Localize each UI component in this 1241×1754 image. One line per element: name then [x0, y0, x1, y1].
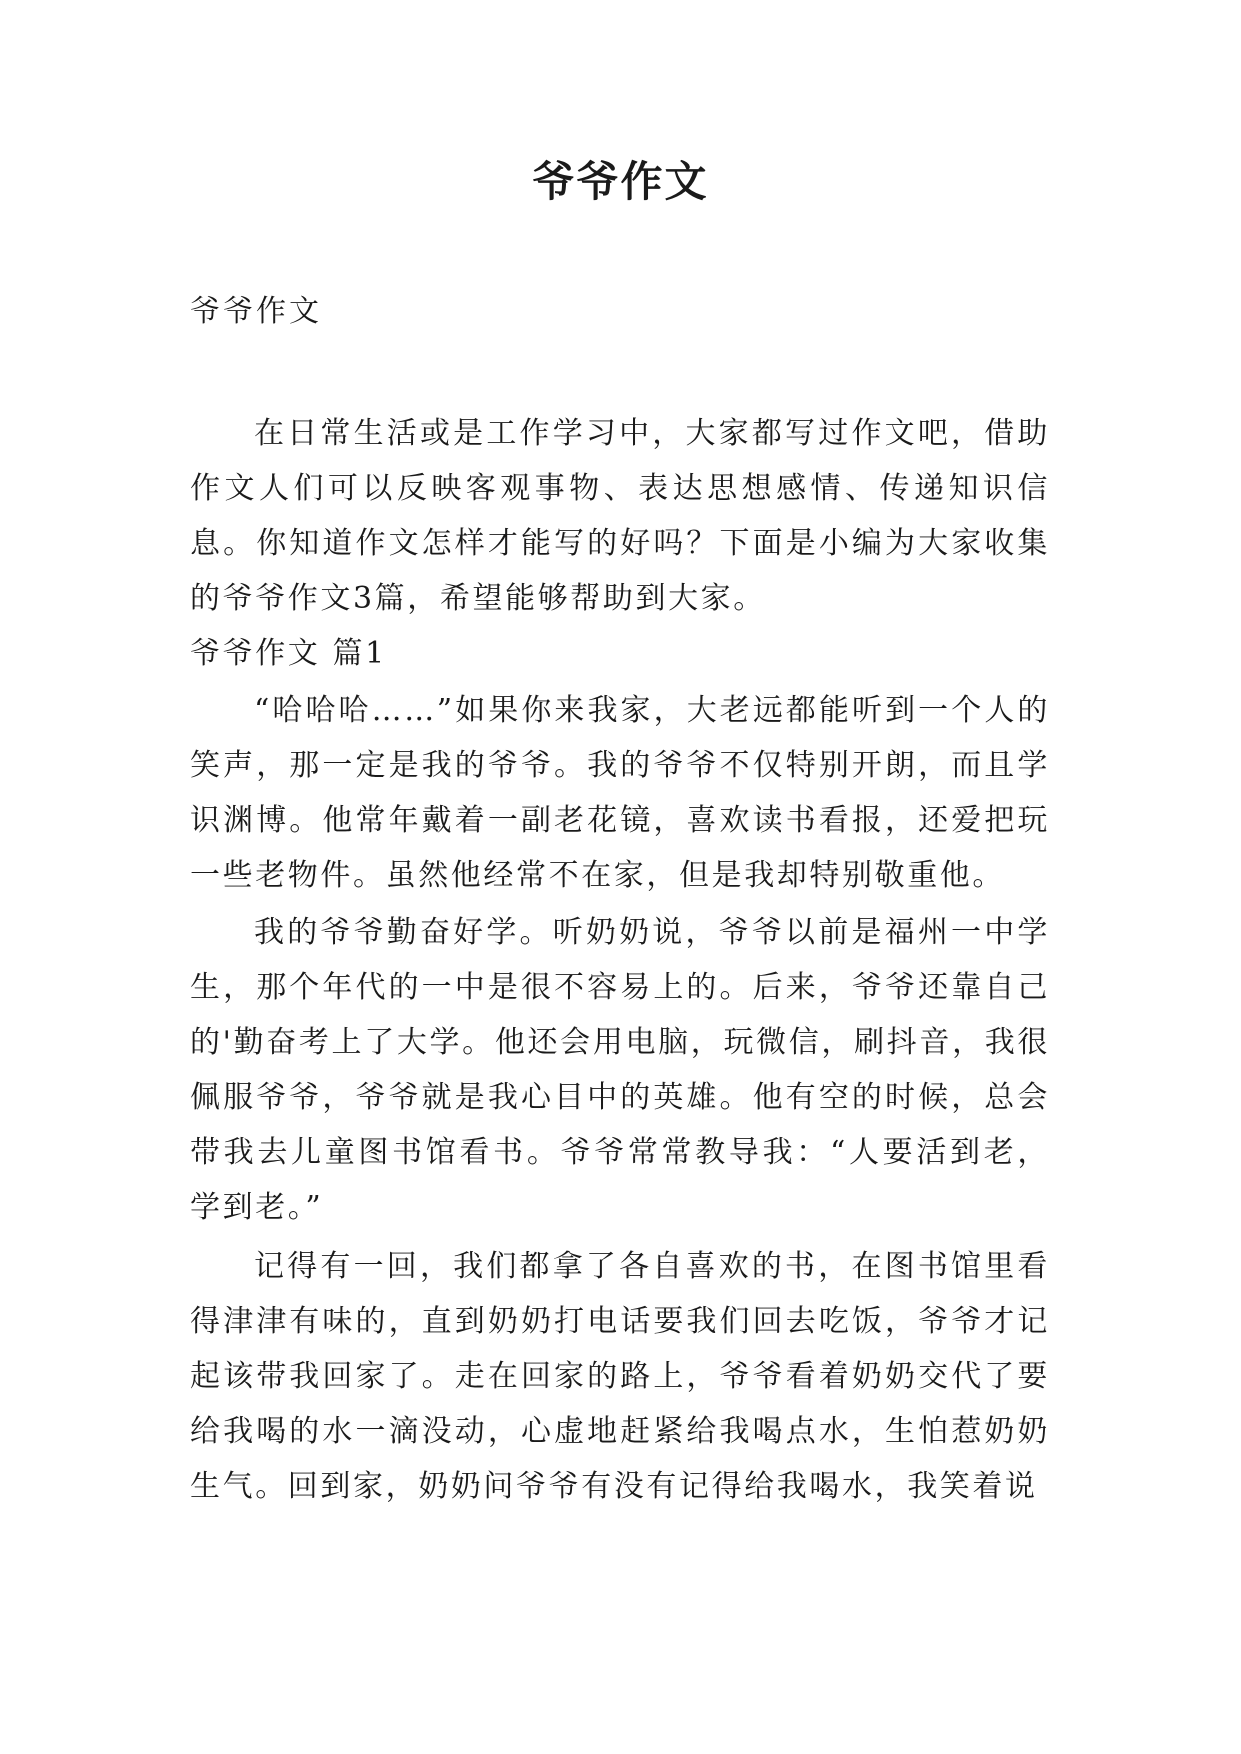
- body-paragraph: 记得有一回，我们都拿了各自喜欢的书，在图书馆里看得津津有味的，直到奶奶打电话要我们回去吃饭，爷爷才记起该带我回家了。走在回家的路上，爷爷看着奶奶交代了要给我喝的水一滴没动，心虚地赶紧给我喝点水，生怕惹奶奶生气。回到家，奶奶问爷爷有没有记得给我喝水，我笑着说: [190, 1249, 1050, 1504]
- section-heading: 爷爷作文 篇1: [190, 636, 387, 671]
- intro-paragraph: 在日常生活或是工作学习中，大家都写过作文吧，借助作文人们可以反映客观事物、表达思想感情、传递知识信息。你知道作文怎样才能写的好吗？下面是小编为大家收集的爷爷作文3篇，希望能够帮助到大家。: [190, 416, 1050, 616]
- document-body: [190, 406, 1050, 1514]
- document-subtitle: 爷爷作文: [190, 294, 322, 329]
- document-title: 爷爷作文: [532, 157, 709, 206]
- body-paragraph: “哈哈哈……”如果你来我家，大老远都能听到一个人的笑声，那一定是我的爷爷。我的爷爷不仅特别开朗，而且学识渊博。他常年戴着一副老花镜，喜欢读书看报，还爱把玩一些老物件。虽然他经常不在家，但是我却特别敬重他。: [190, 693, 1050, 893]
- body-paragraph: 我的爷爷勤奋好学。听奶奶说，爷爷以前是福州一中学生，那个年代的一中是很不容易上的。后来，爷爷还靠自己的'勤奋考上了大学。他还会用电脑，玩微信，刷抖音，我很佩服爷爷，爷爷就是我心目中的英雄。他有空的时候，总会带我去儿童图书馆看书。爷爷常常教导我：“人要活到老，学到老。”: [190, 915, 1050, 1225]
